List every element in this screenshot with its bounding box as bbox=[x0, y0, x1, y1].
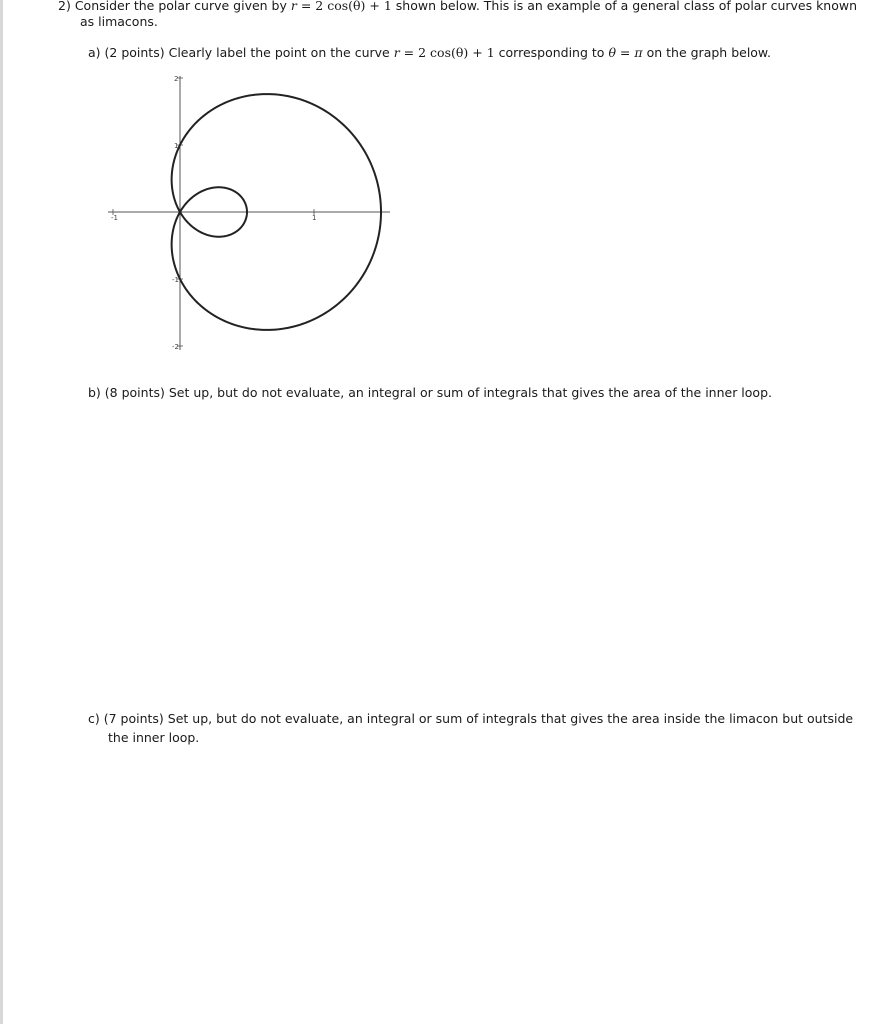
part-c-points: (7 points) bbox=[103, 711, 164, 726]
question-equation: r = 2 cos(θ) + 1 bbox=[290, 0, 392, 13]
part-a-equation: r = 2 cos(θ) + 1 bbox=[393, 45, 495, 60]
part-b-points: (8 points) bbox=[104, 385, 165, 400]
page-edge bbox=[0, 0, 3, 1024]
part-b-prompt bbox=[88, 385, 772, 401]
part-b-label: b) bbox=[88, 385, 101, 400]
part-c-label: c) bbox=[88, 711, 100, 726]
question-intro-start: Consider the polar curve given by bbox=[74, 0, 287, 13]
part-a-prompt bbox=[88, 45, 771, 61]
part-a-label: a) bbox=[88, 45, 101, 60]
part-b-text: Set up, but do not evaluate, an integral or sum of integrals that gives the area of the inner loop. bbox=[168, 385, 772, 400]
part-a-text-start: Clearly label the point on the curve bbox=[168, 45, 390, 60]
question-number: 2) bbox=[58, 0, 71, 13]
part-c-prompt-line-2: the inner loop. bbox=[108, 730, 200, 745]
question-intro-end: shown below. This is an example of a general class of polar curves known bbox=[395, 0, 858, 13]
part-c-prompt-line-1 bbox=[88, 711, 853, 727]
part-c-text-line-1: Set up, but do not evaluate, an integral or sum of integrals that gives the area inside the limacon but outside bbox=[167, 711, 854, 726]
x-tick-label-neg1: -1 bbox=[111, 214, 118, 222]
part-a-points: (2 points) bbox=[104, 45, 165, 60]
y-tick-label-neg1: -1 bbox=[172, 276, 179, 284]
limacon-graph bbox=[100, 70, 400, 360]
question-intro-line-2: as limacons. bbox=[80, 14, 158, 29]
x-tick-label-pos1: 1 bbox=[312, 214, 317, 222]
question-intro-line-1 bbox=[58, 0, 857, 14]
y-tick-label-2: 2 bbox=[174, 75, 179, 83]
part-a-text-mid: corresponding to bbox=[498, 45, 605, 60]
y-tick-label-neg2: -2 bbox=[172, 343, 179, 351]
y-tick-label-1: 1 bbox=[174, 142, 179, 150]
part-a-text-end: on the graph below. bbox=[646, 45, 771, 60]
part-a-theta: θ = π bbox=[608, 45, 643, 60]
